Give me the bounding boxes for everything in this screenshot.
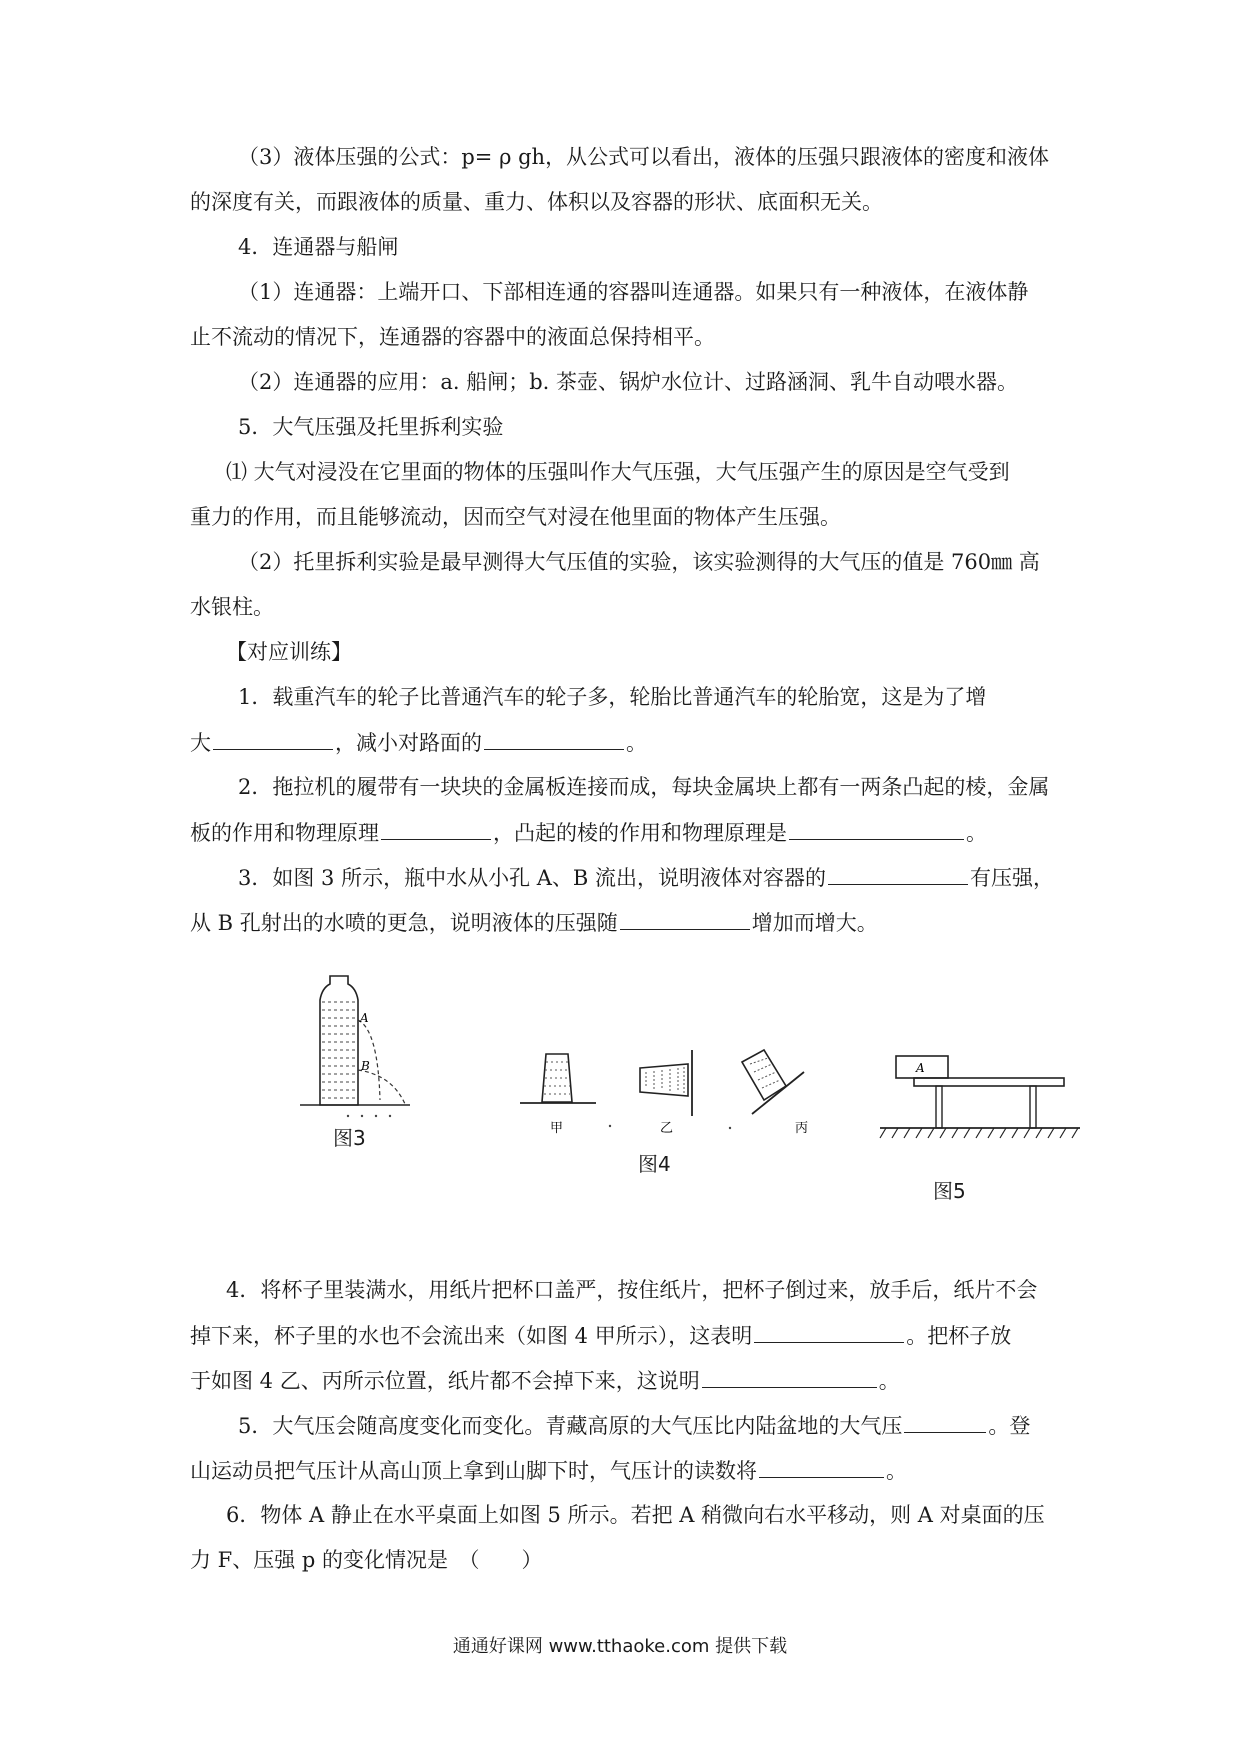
question4-line1: 4．将杯子里装满水，用纸片把杯口盖严，按住纸片，把杯子倒过来，放手后，纸片不会 xyxy=(226,1278,1038,1302)
question6-line1: 6．物体 A 静止在水平桌面上如图 5 所示。若把 A 稍微向右水平移动，则 A 对桌面的压 xyxy=(226,1503,1045,1527)
figure-3-label-a: A xyxy=(360,1011,369,1025)
figure-4-cup-yi xyxy=(640,1050,692,1116)
page-footer: 通通好课网 www.tthaoke.com 提供下载 xyxy=(452,1636,788,1657)
question3-blank2[interactable] xyxy=(620,907,750,930)
question4-text-d: 。 xyxy=(878,1369,900,1393)
question1-line2 xyxy=(190,727,1070,758)
figure-4-cup-jia xyxy=(520,1054,596,1103)
question5-line1 xyxy=(238,1410,1118,1441)
question1-text-a: 大 xyxy=(190,731,211,755)
section4-title: 4．连通器与船闸 xyxy=(238,235,399,259)
figure-4-label-yi: 乙 xyxy=(660,1121,674,1136)
figure-4-cup-bing xyxy=(742,1050,804,1114)
question4-line2 xyxy=(190,1320,1070,1351)
question1-text-c: 。 xyxy=(626,731,647,755)
figure-3-diagram xyxy=(300,970,440,1120)
question4-text-c: 于如图 4 乙、丙所示位置，纸片都不会掉下来，这说明 xyxy=(190,1369,700,1393)
section4-item1-line1: （1）连通器：上端开口、下部相连通的容器叫连通器。如果只有一种液体，在液体静 xyxy=(238,280,1029,304)
question1-blank2[interactable] xyxy=(484,727,624,750)
figure-5-caption: 图5 xyxy=(933,1179,966,1203)
question5-blank1[interactable] xyxy=(904,1410,986,1433)
section5-title: 5．大气压强及托里拆利实验 xyxy=(238,415,504,439)
question4-text-b: 。把杯子放 xyxy=(906,1324,1012,1348)
question4-line3 xyxy=(190,1365,1070,1396)
figure-4-diagram xyxy=(520,1050,840,1150)
question1-text-b: ，减小对路面的 xyxy=(335,731,482,755)
question4-blank1[interactable] xyxy=(754,1320,904,1343)
question3-line1 xyxy=(238,862,1118,893)
figure-5-diagram xyxy=(880,1052,1080,1152)
section5-item2-line1: （2）托里拆利实验是最早测得大气压值的实验，该实验测得的大气压的值是 760㎜ 高 xyxy=(238,550,1040,574)
question5-line2 xyxy=(190,1455,1070,1486)
figure-4-label-jia: 甲 xyxy=(550,1121,564,1136)
knowledge-item3-line1: （3）液体压强的公式：p= ρ gh，从公式可以看出，液体的压强只跟液体的密度和液体 xyxy=(238,145,1050,169)
question2-text-b: ，凸起的棱的作用和物理原理是 xyxy=(493,821,787,845)
question2-line2 xyxy=(190,817,1070,848)
figure-3-caption: 图3 xyxy=(333,1126,366,1150)
question5-blank2[interactable] xyxy=(759,1455,884,1478)
question3-text-d: 增加而增大。 xyxy=(751,911,878,935)
figure-3-label-b: B xyxy=(361,1059,370,1073)
question3-blank1[interactable] xyxy=(828,862,968,885)
question3-text-b: 有压强， xyxy=(970,866,1055,890)
question5-text-c: 山运动员把气压计从高山顶上拿到山脚下时，气压计的读数将 xyxy=(190,1459,757,1483)
question3-line2 xyxy=(190,907,1070,938)
question5-text-a: 5．大气压会随高度变化而变化。青藏高原的大气压比内陆盆地的大气压 xyxy=(238,1414,903,1438)
knowledge-item3-line2: 的深度有关，而跟液体的质量、重力、体积以及容器的形状、底面积无关。 xyxy=(190,190,883,214)
question2-blank2[interactable] xyxy=(789,817,964,840)
training-heading: 【对应训练】 xyxy=(226,640,352,664)
section5-item1-line1: ⑴ 大气对浸没在它里面的物体的压强叫作大气压强，大气压强产生的原因是空气受到 xyxy=(226,460,1010,484)
question3-text-a: 3．如图 3 所示，瓶中水从小孔 A、B 流出，说明液体对容器的 xyxy=(238,866,827,890)
figure-4-label-bing: 丙 xyxy=(795,1121,809,1136)
section4-item2: （2）连通器的应用：a. 船闸；b. 茶壶、锅炉水位计、过路涵洞、乳牛自动喂水器。 xyxy=(238,370,1019,394)
question2-blank1[interactable] xyxy=(381,817,491,840)
question2-text-a: 板的作用和物理原理 xyxy=(190,821,379,845)
figure-4-caption: 图4 xyxy=(638,1152,671,1176)
question3-text-c: 从 B 孔射出的水喷的更急，说明液体的压强随 xyxy=(190,911,618,935)
figure-5-table-top xyxy=(914,1078,1064,1086)
question2-line1: 2．拖拉机的履带有一块块的金属板连接而成，每块金属块上都有一两条凸起的棱，金属 xyxy=(238,775,1050,799)
question2-text-c: 。 xyxy=(966,821,987,845)
question4-text-a: 掉下来，杯子里的水也不会流出来（如图 4 甲所示），这表明 xyxy=(190,1324,753,1348)
section5-item1-line2: 重力的作用，而且能够流动，因而空气对浸在他里面的物体产生压强。 xyxy=(190,505,841,529)
question5-text-d: 。 xyxy=(886,1459,907,1483)
question1-blank1[interactable] xyxy=(213,727,333,750)
figure-5-block-label: A xyxy=(916,1061,925,1075)
section4-item1-line2: 止不流动的情况下，连通器的容器中的液面总保持相平。 xyxy=(190,325,715,349)
question1-line1: 1．载重汽车的轮子比普通汽车的轮子多，轮胎比普通汽车的轮胎宽，这是为了增 xyxy=(238,685,987,709)
section5-item2-line2: 水银柱。 xyxy=(190,595,274,619)
question5-text-b: 。登 xyxy=(988,1414,1031,1438)
question4-blank2[interactable] xyxy=(702,1365,877,1388)
question6-line2: 力 F、压强 p 的变化情况是 （ ） xyxy=(190,1548,543,1572)
